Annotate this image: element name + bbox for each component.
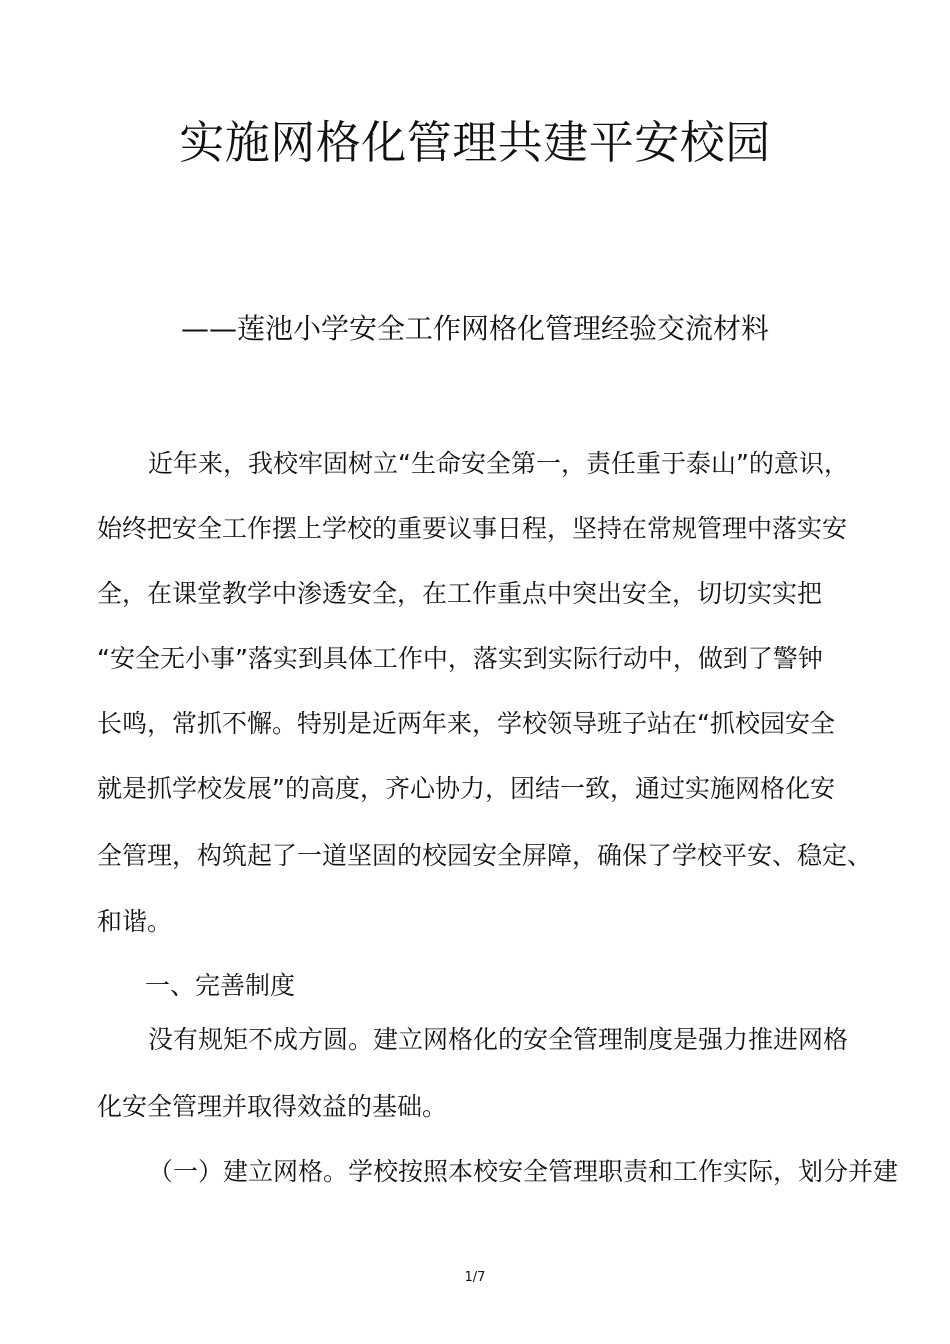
document-title: 实施网格化管理共建平安校园	[179, 116, 771, 169]
body-line: 近年来，我校牢固树立“生命安全第一，责任重于泰山”的意识，	[148, 449, 849, 478]
page-number: 1/7	[464, 1270, 486, 1285]
body-line: 全管理，构筑起了一道坚固的校园安全屏障，确保了学校平安、稳定、	[97, 841, 873, 870]
body-line: 全，在课堂教学中渗透安全，在工作重点中突出安全，切切实实把	[97, 579, 823, 608]
body-line: 没有规矩不成方圆。建立网格化的安全管理制度是强力推进网格	[148, 1025, 849, 1054]
body-line: “安全无小事”落实到具体工作中，落实到实际行动中，做到了警钟	[97, 644, 823, 673]
document-subtitle: ——莲池小学安全工作网格化管理经验交流材料	[180, 312, 769, 345]
section-heading: 一、完善制度	[145, 971, 296, 1000]
body-line: 化安全管理并取得效益的基础。	[97, 1092, 448, 1121]
body-line: （一）建立网格。学校按照本校安全管理职责和工作实际，划分并建	[148, 1157, 899, 1186]
body-line: 和谐。	[97, 907, 173, 936]
body-line: 长鸣，常抓不懈。特别是近两年来，学校领导班子站在“抓校园安全	[97, 709, 835, 738]
body-line: 就是抓学校发展”的高度，齐心协力，团结一致，通过实施网格化安	[97, 774, 835, 803]
body-line: 始终把安全工作摆上学校的重要议事日程，坚持在常规管理中落实安	[97, 514, 848, 543]
